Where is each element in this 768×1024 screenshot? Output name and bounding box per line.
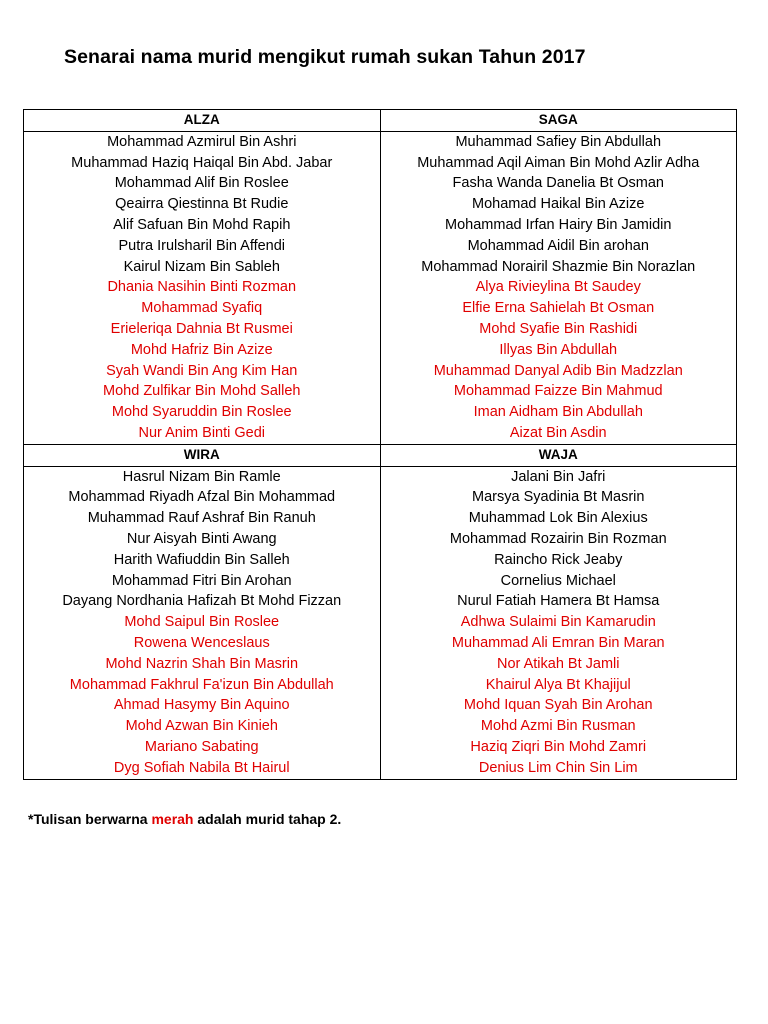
house-header-wira: WIRA [24,444,381,466]
student-row [24,529,737,550]
student-name-saga: Mohammad Aidil Bin arohan [380,236,737,257]
student-row [24,466,737,487]
student-row [24,236,737,257]
student-name-waja: Mohd Iquan Syah Bin Arohan [380,695,737,716]
student-name-alza: Mohammad Syafiq [24,298,381,319]
student-name-waja: Denius Lim Chin Sin Lim [380,758,737,779]
student-row [24,758,737,779]
student-row [24,508,737,529]
student-row [24,737,737,758]
house-header-saga: SAGA [380,110,737,132]
student-row [24,675,737,696]
student-name-saga: Mohammad Norairil Shazmie Bin Norazlan [380,257,737,278]
student-name-saga: Mohammad Irfan Hairy Bin Jamidin [380,215,737,236]
footnote-suffix: adalah murid tahap 2. [193,811,342,827]
student-row [24,173,737,194]
student-name-waja: Cornelius Michael [380,571,737,592]
student-name-wira: Mohammad Fitri Bin Arohan [24,571,381,592]
student-name-saga: Elfie Erna Sahielah Bt Osman [380,298,737,319]
student-name-waja: Mohammad Rozairin Bin Rozman [380,529,737,550]
house-header-waja: WAJA [380,444,737,466]
student-name-saga: Iman Aidham Bin Abdullah [380,402,737,423]
student-name-waja: Adhwa Sulaimi Bin Kamarudin [380,612,737,633]
student-row [24,423,737,444]
student-name-waja: Raincho Rick Jeaby [380,550,737,571]
student-name-wira: Dyg Sofiah Nabila Bt Hairul [24,758,381,779]
page-title: Senarai nama murid mengikut rumah sukan Tahun 2017 [64,46,586,68]
student-row [24,361,737,382]
house-header-row [24,110,737,132]
student-name-alza: Erieleriqa Dahnia Bt Rusmei [24,319,381,340]
student-name-waja: Haziq Ziqri Bin Mohd Zamri [380,737,737,758]
student-name-saga: Illyas Bin Abdullah [380,340,737,361]
student-name-alza: Nur Anim Binti Gedi [24,423,381,444]
student-name-wira: Mohd Saipul Bin Roslee [24,612,381,633]
student-name-wira: Mohammad Riyadh Afzal Bin Mohammad [24,487,381,508]
student-row [24,571,737,592]
student-row [24,633,737,654]
student-name-wira: Muhammad Rauf Ashraf Bin Ranuh [24,508,381,529]
student-row [24,131,737,152]
footnote-highlight: merah [151,811,194,827]
student-name-alza: Mohd Hafriz Bin Azize [24,340,381,361]
student-name-waja: Nor Atikah Bt Jamli [380,654,737,675]
student-name-alza: Muhammad Haziq Haiqal Bin Abd. Jabar [24,153,381,174]
student-name-saga: Mohammad Faizze Bin Mahmud [380,381,737,402]
student-row [24,215,737,236]
student-row [24,550,737,571]
student-row [24,340,737,361]
student-name-waja: Mohd Azmi Bin Rusman [380,716,737,737]
student-name-wira: Dayang Nordhania Hafizah Bt Mohd Fizzan [24,591,381,612]
student-row [24,591,737,612]
student-name-alza: Mohammad Alif Bin Roslee [24,173,381,194]
student-name-wira: Nur Aisyah Binti Awang [24,529,381,550]
student-name-wira: Ahmad Hasymy Bin Aquino [24,695,381,716]
student-row [24,381,737,402]
student-name-alza: Putra Irulsharil Bin Affendi [24,236,381,257]
student-name-saga: Mohd Syafie Bin Rashidi [380,319,737,340]
student-row [24,319,737,340]
footnote-prefix: *Tulisan berwarna [28,811,152,827]
student-name-alza: Mohammad Azmirul Bin Ashri [24,131,381,152]
student-name-saga: Mohamad Haikal Bin Azize [380,194,737,215]
student-name-saga: Muhammad Aqil Aiman Bin Mohd Azlir Adha [380,153,737,174]
student-name-waja: Marsya Syadinia Bt Masrin [380,487,737,508]
student-name-wira: Rowena Wenceslaus [24,633,381,654]
student-row [24,716,737,737]
student-row [24,695,737,716]
student-name-wira: Mohd Azwan Bin Kinieh [24,716,381,737]
student-name-alza: Mohd Zulfikar Bin Mohd Salleh [24,381,381,402]
student-row [24,612,737,633]
student-name-saga: Alya Rivieylina Bt Saudey [380,277,737,298]
student-row [24,277,737,298]
house-header-row [24,444,737,466]
student-row [24,153,737,174]
student-name-saga: Muhammad Danyal Adib Bin Madzzlan [380,361,737,382]
footnote [28,811,341,827]
student-name-waja: Nurul Fatiah Hamera Bt Hamsa [380,591,737,612]
student-row [24,402,737,423]
student-name-waja: Khairul Alya Bt Khajijul [380,675,737,696]
student-name-alza: Mohd Syaruddin Bin Roslee [24,402,381,423]
student-name-wira: Mariano Sabating [24,737,381,758]
student-row [24,257,737,278]
student-name-wira: Mohammad Fakhrul Fa'izun Bin Abdullah [24,675,381,696]
student-name-saga: Muhammad Safiey Bin Abdullah [380,131,737,152]
student-name-alza: Qeairra Qiestinna Bt Rudie [24,194,381,215]
house-header-alza: ALZA [24,110,381,132]
student-name-alza: Alif Safuan Bin Mohd Rapih [24,215,381,236]
student-name-saga: Aizat Bin Asdin [380,423,737,444]
student-name-wira: Harith Wafiuddin Bin Salleh [24,550,381,571]
student-name-waja: Jalani Bin Jafri [380,466,737,487]
student-row [24,487,737,508]
student-row [24,654,737,675]
student-name-waja: Muhammad Lok Bin Alexius [380,508,737,529]
student-name-wira: Mohd Nazrin Shah Bin Masrin [24,654,381,675]
student-name-alza: Syah Wandi Bin Ang Kim Han [24,361,381,382]
student-name-waja: Muhammad Ali Emran Bin Maran [380,633,737,654]
student-name-alza: Kairul Nizam Bin Sableh [24,257,381,278]
student-name-saga: Fasha Wanda Danelia Bt Osman [380,173,737,194]
student-row [24,298,737,319]
student-name-alza: Dhania Nasihin Binti Rozman [24,277,381,298]
student-name-wira: Hasrul Nizam Bin Ramle [24,466,381,487]
student-row [24,194,737,215]
house-table [23,109,737,780]
